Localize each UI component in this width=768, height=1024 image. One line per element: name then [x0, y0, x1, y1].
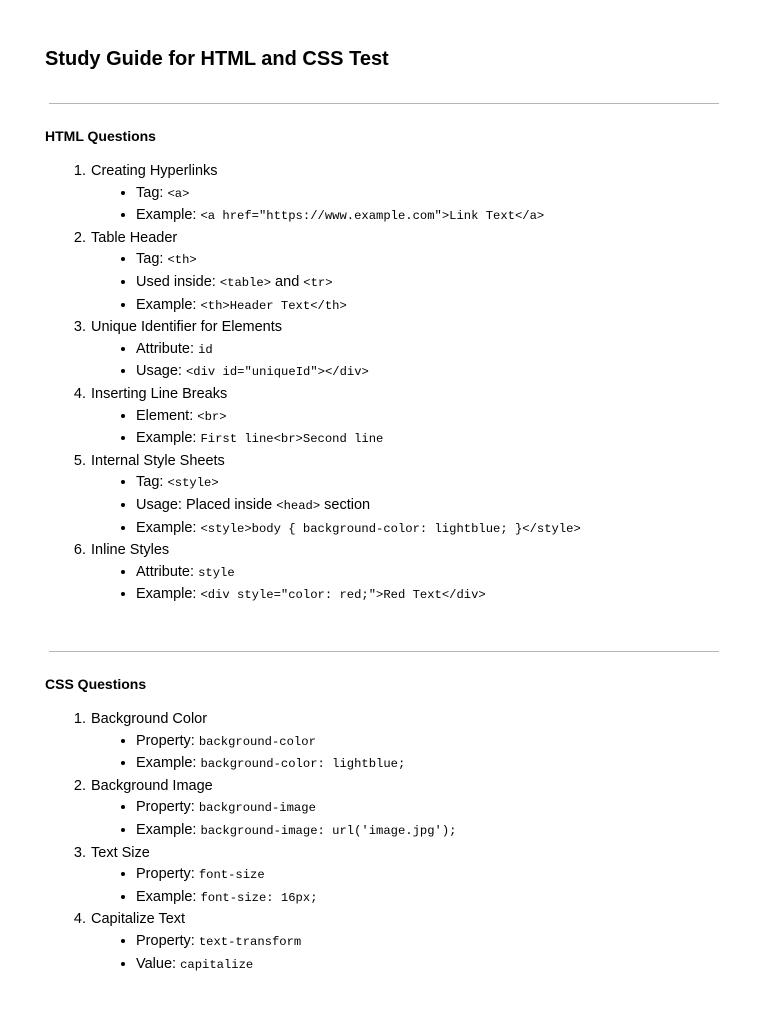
detail-label: Element: [136, 407, 198, 424]
code-snippet: background-color: lightblue; [200, 757, 406, 772]
question-title: Table Header [91, 229, 178, 246]
detail-label: Example: [136, 430, 201, 447]
detail-item [136, 272, 581, 295]
code-snippet: id [198, 342, 213, 357]
code-snippet: <th> [167, 253, 197, 268]
detail-item [136, 183, 581, 206]
divider [49, 651, 719, 652]
detail-item [136, 820, 456, 843]
detail-label: Example: [136, 207, 201, 224]
question-title: Inline Styles [91, 542, 170, 559]
detail-label: Usage: [136, 363, 186, 380]
code-snippet: <div id="uniqueId"></div> [185, 365, 369, 380]
detail-label: Property: [136, 932, 199, 949]
detail-item [136, 406, 581, 429]
question-title: Background Color [91, 711, 208, 727]
detail-list [91, 406, 581, 451]
detail-list [91, 797, 456, 842]
code-snippet: font-size: 16px; [200, 890, 318, 905]
question-item [90, 540, 581, 607]
question-title: Background Image [91, 777, 213, 794]
detail-item [136, 495, 581, 518]
code-snippet: style [198, 565, 235, 580]
detail-item [136, 864, 456, 887]
code-snippet: <a> [167, 186, 190, 201]
detail-item [136, 797, 456, 820]
detail-label: Example: [136, 519, 201, 536]
detail-item [136, 562, 581, 585]
css-questions-list [45, 709, 456, 976]
detail-item [136, 584, 581, 607]
section-heading-css: CSS Questions [45, 676, 147, 692]
detail-list [91, 731, 456, 776]
detail-item [136, 731, 456, 754]
detail-list [91, 339, 581, 384]
detail-item [136, 954, 456, 977]
detail-item [136, 472, 581, 495]
code-snippet: font-size [198, 868, 265, 883]
detail-item [136, 518, 581, 541]
code-snippet: <style>body { background-color: lightblue; }</style> [200, 521, 581, 536]
detail-list [91, 183, 581, 228]
code-snippet: <tr> [303, 275, 333, 290]
detail-label: Property: [136, 866, 199, 883]
question-title: Internal Style Sheets [91, 452, 225, 469]
detail-list [91, 931, 456, 976]
question-title: Capitalize Text [91, 911, 186, 928]
question-item [90, 228, 581, 317]
detail-text: section [320, 496, 371, 513]
detail-item [136, 428, 581, 451]
detail-label: Tag: [136, 474, 168, 491]
code-snippet: capitalize [180, 957, 254, 972]
question-title: Unique Identifier for Elements [91, 319, 283, 336]
question-item [90, 776, 456, 843]
detail-label: Example: [136, 755, 201, 772]
divider [49, 103, 719, 104]
detail-label: Example: [136, 888, 201, 905]
code-snippet: background-image [198, 801, 316, 816]
page-title: Study Guide for HTML and CSS Test [45, 48, 389, 70]
code-snippet: <a href="https://www.example.com">Link Text</a> [200, 209, 545, 224]
code-snippet: <br> [197, 409, 227, 424]
detail-label: Example: [136, 821, 201, 838]
detail-label: Example: [136, 296, 201, 313]
detail-item [136, 931, 456, 954]
html-questions-list [45, 161, 581, 607]
question-item [90, 909, 456, 976]
section-heading-html: HTML Questions [45, 128, 156, 144]
code-snippet: First line<br>Second line [200, 432, 384, 447]
code-snippet: <style> [167, 476, 219, 491]
detail-label: Value: [136, 955, 181, 972]
detail-label: Attribute: [136, 563, 199, 580]
detail-label: Attribute: [136, 340, 199, 357]
detail-label: Tag: [136, 251, 168, 268]
detail-label: Example: [136, 586, 201, 603]
detail-list [91, 472, 581, 540]
detail-item [136, 361, 581, 384]
question-title: Creating Hyperlinks [91, 163, 218, 179]
detail-item [136, 339, 581, 362]
code-snippet: text-transform [198, 934, 302, 949]
question-item [90, 709, 456, 776]
question-title: Text Size [91, 844, 150, 861]
detail-label: Usage: Placed inside [136, 496, 277, 513]
question-item [90, 384, 581, 451]
question-item [90, 843, 456, 910]
detail-label: Property: [136, 799, 199, 816]
code-snippet: <div style="color: red;">Red Text</div> [200, 588, 486, 603]
code-snippet: background-color [198, 734, 316, 749]
detail-text: and [271, 273, 304, 290]
detail-item [136, 753, 456, 776]
detail-item [136, 887, 456, 910]
code-snippet: <head> [276, 498, 321, 513]
detail-item [136, 205, 581, 228]
code-snippet: <th>Header Text</th> [200, 298, 347, 313]
detail-label: Property: [136, 732, 199, 749]
code-snippet: background-image: url('image.jpg'); [200, 823, 457, 838]
question-item [90, 317, 581, 384]
question-item [90, 161, 581, 228]
detail-label: Tag: [136, 184, 168, 201]
detail-list [91, 864, 456, 909]
question-item [90, 451, 581, 540]
detail-list [91, 562, 581, 607]
detail-label: Used inside: [136, 273, 220, 290]
detail-list [91, 249, 581, 317]
question-title: Inserting Line Breaks [91, 385, 228, 402]
detail-item [136, 295, 581, 318]
code-snippet: <table> [219, 275, 272, 290]
detail-item [136, 249, 581, 272]
